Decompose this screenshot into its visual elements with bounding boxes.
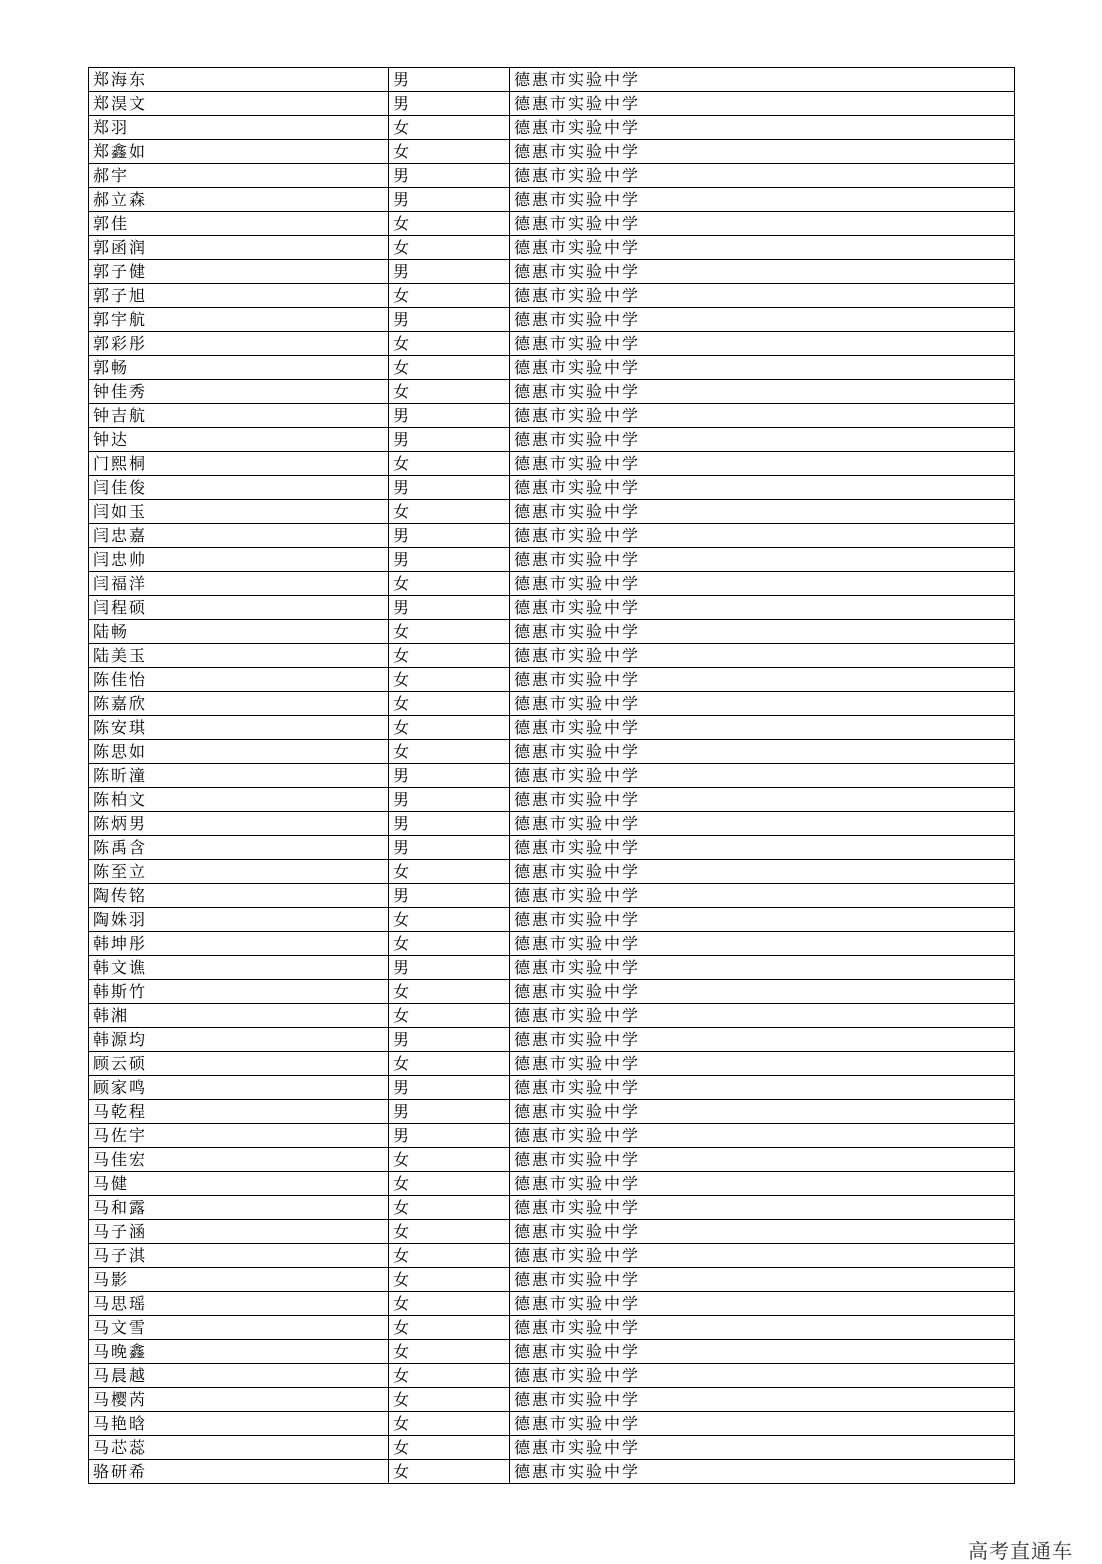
table-row	[89, 380, 1015, 404]
table-row	[89, 908, 1015, 932]
table-row	[89, 956, 1015, 980]
gender-cell: 女	[389, 452, 510, 476]
name-cell: 郑海东	[89, 68, 389, 92]
school-cell: 德惠市实验中学	[510, 1028, 1015, 1052]
name-cell: 马晨越	[89, 1364, 389, 1388]
school-cell: 德惠市实验中学	[510, 884, 1015, 908]
gender-cell: 女	[389, 1316, 510, 1340]
gender-cell: 女	[389, 140, 510, 164]
table-row	[89, 1052, 1015, 1076]
gender-cell: 女	[389, 1004, 510, 1028]
name-cell: 陆美玉	[89, 644, 389, 668]
table-row	[89, 452, 1015, 476]
name-cell: 郭子旭	[89, 284, 389, 308]
gender-cell: 男	[389, 1124, 510, 1148]
table-row	[89, 596, 1015, 620]
roster-body	[89, 68, 1015, 1484]
name-cell: 马芯蕊	[89, 1436, 389, 1460]
school-cell: 德惠市实验中学	[510, 92, 1015, 116]
table-row	[89, 860, 1015, 884]
school-cell: 德惠市实验中学	[510, 68, 1015, 92]
gender-cell: 女	[389, 236, 510, 260]
school-cell: 德惠市实验中学	[510, 452, 1015, 476]
gender-cell: 女	[389, 1220, 510, 1244]
gender-cell: 男	[389, 428, 510, 452]
gender-cell: 男	[389, 68, 510, 92]
table-row	[89, 356, 1015, 380]
school-cell: 德惠市实验中学	[510, 524, 1015, 548]
gender-cell: 女	[389, 212, 510, 236]
gender-cell: 女	[389, 500, 510, 524]
gender-cell: 女	[389, 356, 510, 380]
school-cell: 德惠市实验中学	[510, 188, 1015, 212]
table-row	[89, 716, 1015, 740]
table-row	[89, 1412, 1015, 1436]
table-row	[89, 68, 1015, 92]
gender-cell: 女	[389, 908, 510, 932]
gender-cell: 女	[389, 716, 510, 740]
table-row	[89, 140, 1015, 164]
gender-cell: 女	[389, 740, 510, 764]
school-cell: 德惠市实验中学	[510, 1076, 1015, 1100]
name-cell: 闫福洋	[89, 572, 389, 596]
table-row	[89, 1436, 1015, 1460]
school-cell: 德惠市实验中学	[510, 572, 1015, 596]
table-row	[89, 428, 1015, 452]
name-cell: 郭佳	[89, 212, 389, 236]
table-row	[89, 740, 1015, 764]
name-cell: 韩斯竹	[89, 980, 389, 1004]
gender-cell: 男	[389, 764, 510, 788]
gender-cell: 女	[389, 1244, 510, 1268]
table-row	[89, 980, 1015, 1004]
school-cell: 德惠市实验中学	[510, 260, 1015, 284]
name-cell: 陈柏文	[89, 788, 389, 812]
table-row	[89, 308, 1015, 332]
table-row	[89, 1292, 1015, 1316]
school-cell: 德惠市实验中学	[510, 980, 1015, 1004]
table-row	[89, 1124, 1015, 1148]
table-row	[89, 620, 1015, 644]
name-cell: 陶传铭	[89, 884, 389, 908]
gender-cell: 女	[389, 620, 510, 644]
table-row	[89, 524, 1015, 548]
name-cell: 郑鑫如	[89, 140, 389, 164]
school-cell: 德惠市实验中学	[510, 380, 1015, 404]
gender-cell: 男	[389, 812, 510, 836]
table-row	[89, 812, 1015, 836]
name-cell: 郝立森	[89, 188, 389, 212]
gender-cell: 女	[389, 1172, 510, 1196]
name-cell: 马子涵	[89, 1220, 389, 1244]
school-cell: 德惠市实验中学	[510, 812, 1015, 836]
school-cell: 德惠市实验中学	[510, 1004, 1015, 1028]
gender-cell: 女	[389, 1052, 510, 1076]
school-cell: 德惠市实验中学	[510, 284, 1015, 308]
name-cell: 闫忠帅	[89, 548, 389, 572]
school-cell: 德惠市实验中学	[510, 500, 1015, 524]
gender-cell: 女	[389, 980, 510, 1004]
gender-cell: 男	[389, 836, 510, 860]
school-cell: 德惠市实验中学	[510, 908, 1015, 932]
gender-cell: 男	[389, 788, 510, 812]
name-cell: 马乾程	[89, 1100, 389, 1124]
table-row	[89, 1244, 1015, 1268]
school-cell: 德惠市实验中学	[510, 1172, 1015, 1196]
gender-cell: 女	[389, 1268, 510, 1292]
gender-cell: 女	[389, 932, 510, 956]
gender-cell: 男	[389, 524, 510, 548]
school-cell: 德惠市实验中学	[510, 1148, 1015, 1172]
gender-cell: 女	[389, 572, 510, 596]
gender-cell: 男	[389, 404, 510, 428]
school-cell: 德惠市实验中学	[510, 116, 1015, 140]
name-cell: 韩坤彤	[89, 932, 389, 956]
name-cell: 郭子健	[89, 260, 389, 284]
name-cell: 郭函润	[89, 236, 389, 260]
gender-cell: 女	[389, 1148, 510, 1172]
table-row	[89, 788, 1015, 812]
name-cell: 马晚鑫	[89, 1340, 389, 1364]
name-cell: 陈至立	[89, 860, 389, 884]
school-cell: 德惠市实验中学	[510, 1436, 1015, 1460]
table-row	[89, 1220, 1015, 1244]
table-row	[89, 644, 1015, 668]
name-cell: 郭宇航	[89, 308, 389, 332]
name-cell: 顾云硕	[89, 1052, 389, 1076]
gender-cell: 男	[389, 596, 510, 620]
school-cell: 德惠市实验中学	[510, 764, 1015, 788]
gender-cell: 男	[389, 884, 510, 908]
name-cell: 马健	[89, 1172, 389, 1196]
gender-cell: 男	[389, 308, 510, 332]
school-cell: 德惠市实验中学	[510, 860, 1015, 884]
name-cell: 郭彩彤	[89, 332, 389, 356]
name-cell: 韩文谯	[89, 956, 389, 980]
table-row	[89, 1460, 1015, 1484]
table-row	[89, 1364, 1015, 1388]
student-roster-table	[88, 67, 1015, 1484]
name-cell: 郭畅	[89, 356, 389, 380]
table-row	[89, 284, 1015, 308]
table-row	[89, 548, 1015, 572]
name-cell: 陈嘉欣	[89, 692, 389, 716]
table-row	[89, 164, 1015, 188]
school-cell: 德惠市实验中学	[510, 1316, 1015, 1340]
table-row	[89, 1028, 1015, 1052]
school-cell: 德惠市实验中学	[510, 1124, 1015, 1148]
name-cell: 马艳晗	[89, 1412, 389, 1436]
school-cell: 德惠市实验中学	[510, 404, 1015, 428]
table-row	[89, 116, 1015, 140]
school-cell: 德惠市实验中学	[510, 1052, 1015, 1076]
name-cell: 陈安琪	[89, 716, 389, 740]
school-cell: 德惠市实验中学	[510, 1460, 1015, 1484]
table-row	[89, 212, 1015, 236]
name-cell: 马影	[89, 1268, 389, 1292]
school-cell: 德惠市实验中学	[510, 1196, 1015, 1220]
name-cell: 马和露	[89, 1196, 389, 1220]
school-cell: 德惠市实验中学	[510, 1244, 1015, 1268]
table-row	[89, 884, 1015, 908]
school-cell: 德惠市实验中学	[510, 596, 1015, 620]
table-row	[89, 236, 1015, 260]
school-cell: 德惠市实验中学	[510, 740, 1015, 764]
gender-cell: 男	[389, 476, 510, 500]
gender-cell: 男	[389, 164, 510, 188]
name-cell: 陈昕潼	[89, 764, 389, 788]
table-row	[89, 1268, 1015, 1292]
name-cell: 马佐宇	[89, 1124, 389, 1148]
name-cell: 马子淇	[89, 1244, 389, 1268]
gender-cell: 女	[389, 644, 510, 668]
gender-cell: 女	[389, 1412, 510, 1436]
gender-cell: 女	[389, 116, 510, 140]
name-cell: 骆研希	[89, 1460, 389, 1484]
table-row	[89, 764, 1015, 788]
gender-cell: 女	[389, 1340, 510, 1364]
table-row	[89, 1316, 1015, 1340]
name-cell: 闫如玉	[89, 500, 389, 524]
table-row	[89, 668, 1015, 692]
table-row	[89, 500, 1015, 524]
gender-cell: 女	[389, 380, 510, 404]
table-row	[89, 692, 1015, 716]
name-cell: 闫佳俊	[89, 476, 389, 500]
school-cell: 德惠市实验中学	[510, 1340, 1015, 1364]
school-cell: 德惠市实验中学	[510, 932, 1015, 956]
school-cell: 德惠市实验中学	[510, 548, 1015, 572]
gender-cell: 男	[389, 260, 510, 284]
school-cell: 德惠市实验中学	[510, 476, 1015, 500]
gender-cell: 男	[389, 1028, 510, 1052]
school-cell: 德惠市实验中学	[510, 308, 1015, 332]
name-cell: 郑羽	[89, 116, 389, 140]
watermark-text: 高考直通车	[968, 1539, 1073, 1563]
name-cell: 陈思如	[89, 740, 389, 764]
gender-cell: 女	[389, 1460, 510, 1484]
school-cell: 德惠市实验中学	[510, 668, 1015, 692]
table-row	[89, 332, 1015, 356]
gender-cell: 女	[389, 1292, 510, 1316]
school-cell: 德惠市实验中学	[510, 356, 1015, 380]
table-row	[89, 260, 1015, 284]
gender-cell: 女	[389, 860, 510, 884]
gender-cell: 女	[389, 1364, 510, 1388]
name-cell: 门熙桐	[89, 452, 389, 476]
name-cell: 闫忠嘉	[89, 524, 389, 548]
school-cell: 德惠市实验中学	[510, 956, 1015, 980]
name-cell: 闫程硕	[89, 596, 389, 620]
school-cell: 德惠市实验中学	[510, 428, 1015, 452]
school-cell: 德惠市实验中学	[510, 1220, 1015, 1244]
gender-cell: 女	[389, 692, 510, 716]
school-cell: 德惠市实验中学	[510, 644, 1015, 668]
table-row	[89, 836, 1015, 860]
name-cell: 郑淏文	[89, 92, 389, 116]
school-cell: 德惠市实验中学	[510, 164, 1015, 188]
name-cell: 马佳宏	[89, 1148, 389, 1172]
school-cell: 德惠市实验中学	[510, 836, 1015, 860]
gender-cell: 女	[389, 1196, 510, 1220]
name-cell: 韩湘	[89, 1004, 389, 1028]
school-cell: 德惠市实验中学	[510, 1412, 1015, 1436]
gender-cell: 女	[389, 1388, 510, 1412]
table-row	[89, 1148, 1015, 1172]
table-row	[89, 1004, 1015, 1028]
school-cell: 德惠市实验中学	[510, 620, 1015, 644]
gender-cell: 女	[389, 668, 510, 692]
table-row	[89, 92, 1015, 116]
school-cell: 德惠市实验中学	[510, 1388, 1015, 1412]
school-cell: 德惠市实验中学	[510, 140, 1015, 164]
table-row	[89, 932, 1015, 956]
school-cell: 德惠市实验中学	[510, 212, 1015, 236]
gender-cell: 男	[389, 1100, 510, 1124]
name-cell: 陈禹含	[89, 836, 389, 860]
school-cell: 德惠市实验中学	[510, 788, 1015, 812]
table-row	[89, 1100, 1015, 1124]
table-row	[89, 1196, 1015, 1220]
table-row	[89, 572, 1015, 596]
name-cell: 马樱芮	[89, 1388, 389, 1412]
table-row	[89, 1388, 1015, 1412]
name-cell: 陶姝羽	[89, 908, 389, 932]
school-cell: 德惠市实验中学	[510, 1364, 1015, 1388]
name-cell: 顾家鸣	[89, 1076, 389, 1100]
school-cell: 德惠市实验中学	[510, 1268, 1015, 1292]
gender-cell: 女	[389, 284, 510, 308]
name-cell: 郝宇	[89, 164, 389, 188]
name-cell: 韩源均	[89, 1028, 389, 1052]
table-row	[89, 188, 1015, 212]
school-cell: 德惠市实验中学	[510, 1292, 1015, 1316]
name-cell: 陆畅	[89, 620, 389, 644]
school-cell: 德惠市实验中学	[510, 1100, 1015, 1124]
table-row	[89, 1076, 1015, 1100]
name-cell: 马思瑶	[89, 1292, 389, 1316]
name-cell: 陈佳怡	[89, 668, 389, 692]
name-cell: 陈炳男	[89, 812, 389, 836]
gender-cell: 男	[389, 548, 510, 572]
table-row	[89, 1340, 1015, 1364]
name-cell: 钟吉航	[89, 404, 389, 428]
gender-cell: 男	[389, 1076, 510, 1100]
gender-cell: 男	[389, 92, 510, 116]
gender-cell: 男	[389, 956, 510, 980]
gender-cell: 女	[389, 332, 510, 356]
table-row	[89, 1172, 1015, 1196]
school-cell: 德惠市实验中学	[510, 332, 1015, 356]
school-cell: 德惠市实验中学	[510, 716, 1015, 740]
table-row	[89, 476, 1015, 500]
name-cell: 钟达	[89, 428, 389, 452]
school-cell: 德惠市实验中学	[510, 236, 1015, 260]
gender-cell: 女	[389, 1436, 510, 1460]
table-row	[89, 404, 1015, 428]
name-cell: 马文雪	[89, 1316, 389, 1340]
gender-cell: 男	[389, 188, 510, 212]
name-cell: 钟佳秀	[89, 380, 389, 404]
school-cell: 德惠市实验中学	[510, 692, 1015, 716]
